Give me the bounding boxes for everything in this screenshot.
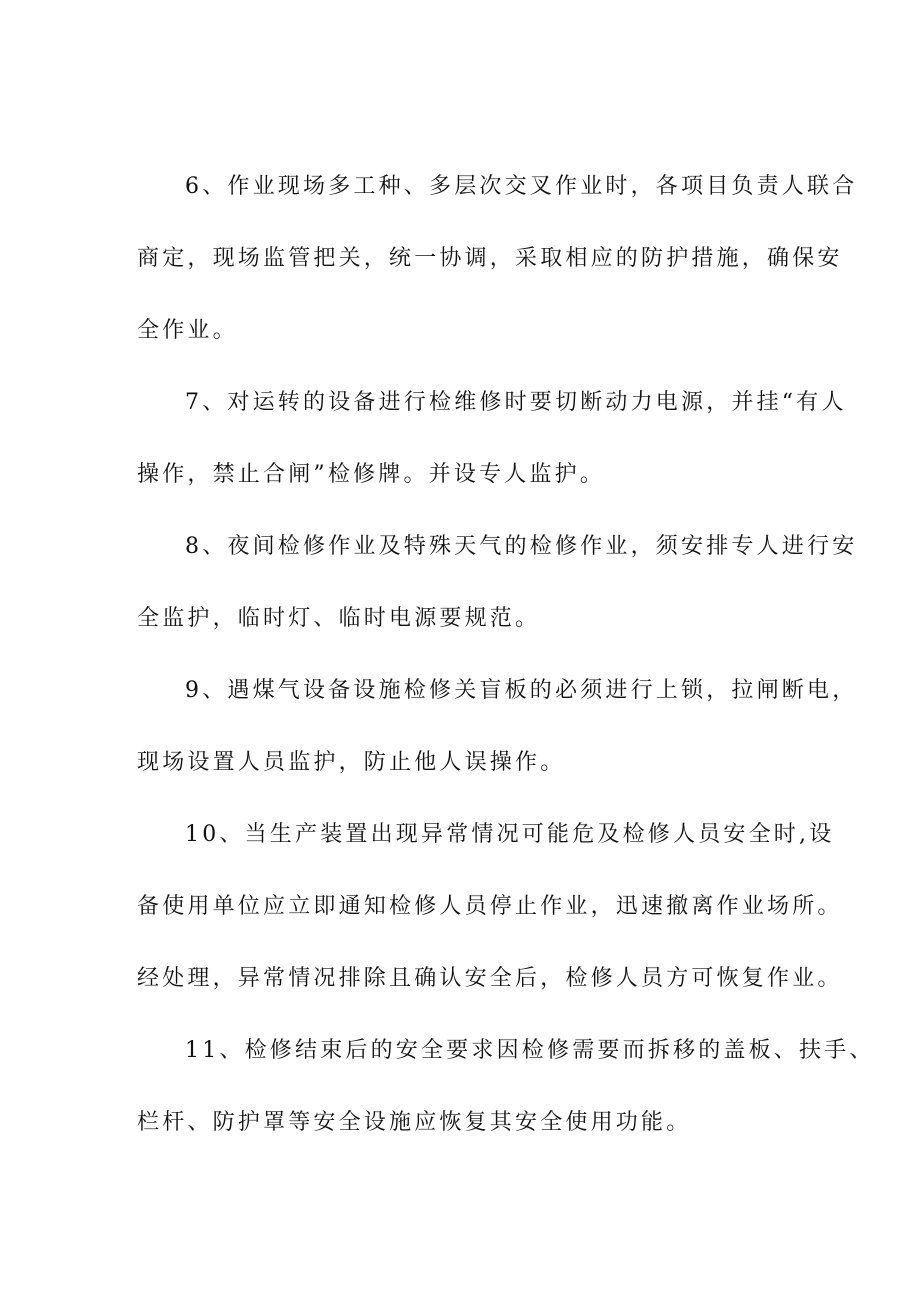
paragraph-10 — [137, 799, 843, 1015]
paragraph-8 — [137, 511, 858, 655]
paragraph-line: 10、当生产装置出现异常情况可能危及检修人员安全时,设 — [185, 822, 835, 847]
paragraph-line: 7、对运转的设备进行检维修时要切断动力电源，并挂“有人 — [185, 390, 847, 415]
paragraph-line: 备使用单位应立即通知检修人员停止作业，迅速撤离作业场所。 — [137, 894, 843, 919]
paragraph-9 — [137, 655, 858, 799]
paragraph-6 — [137, 151, 858, 367]
paragraph-line: 6、作业现场多工种、多层次交叉作业时，各项目负责人联合 — [185, 174, 858, 199]
paragraph-line: 8、夜间检修作业及特殊天气的检修作业，须安排专人进行安 — [185, 534, 858, 559]
document-body — [137, 151, 875, 1159]
paragraph-line: 全作业。 — [137, 318, 238, 343]
paragraph-line: 经处理，异常情况排除且确认安全后，检修人员方可恢复作业。 — [137, 966, 843, 991]
paragraph-line: 栏杆、防护罩等安全设施应恢复其安全使用功能。 — [137, 1110, 692, 1135]
paragraph-line: 9、遇煤气设备设施检修关盲板的必须进行上锁，拉闸断电， — [185, 678, 858, 703]
paragraph-line: 11、检修结束后的安全要求因检修需要而拆移的盖板、扶手、 — [185, 1038, 875, 1063]
paragraph-line: 操作，禁止合闸”检修牌。并设专人监护。 — [137, 462, 606, 487]
paragraph-line: 现场设置人员监护，防止他人误操作。 — [137, 750, 566, 775]
paragraph-line: 全监护，临时灯、临时电源要规范。 — [137, 606, 541, 631]
paragraph-7 — [137, 367, 847, 511]
paragraph-11 — [137, 1015, 875, 1159]
paragraph-line: 商定，现场监管把关，统一协调，采取相应的防护措施，确保安 — [137, 246, 843, 271]
